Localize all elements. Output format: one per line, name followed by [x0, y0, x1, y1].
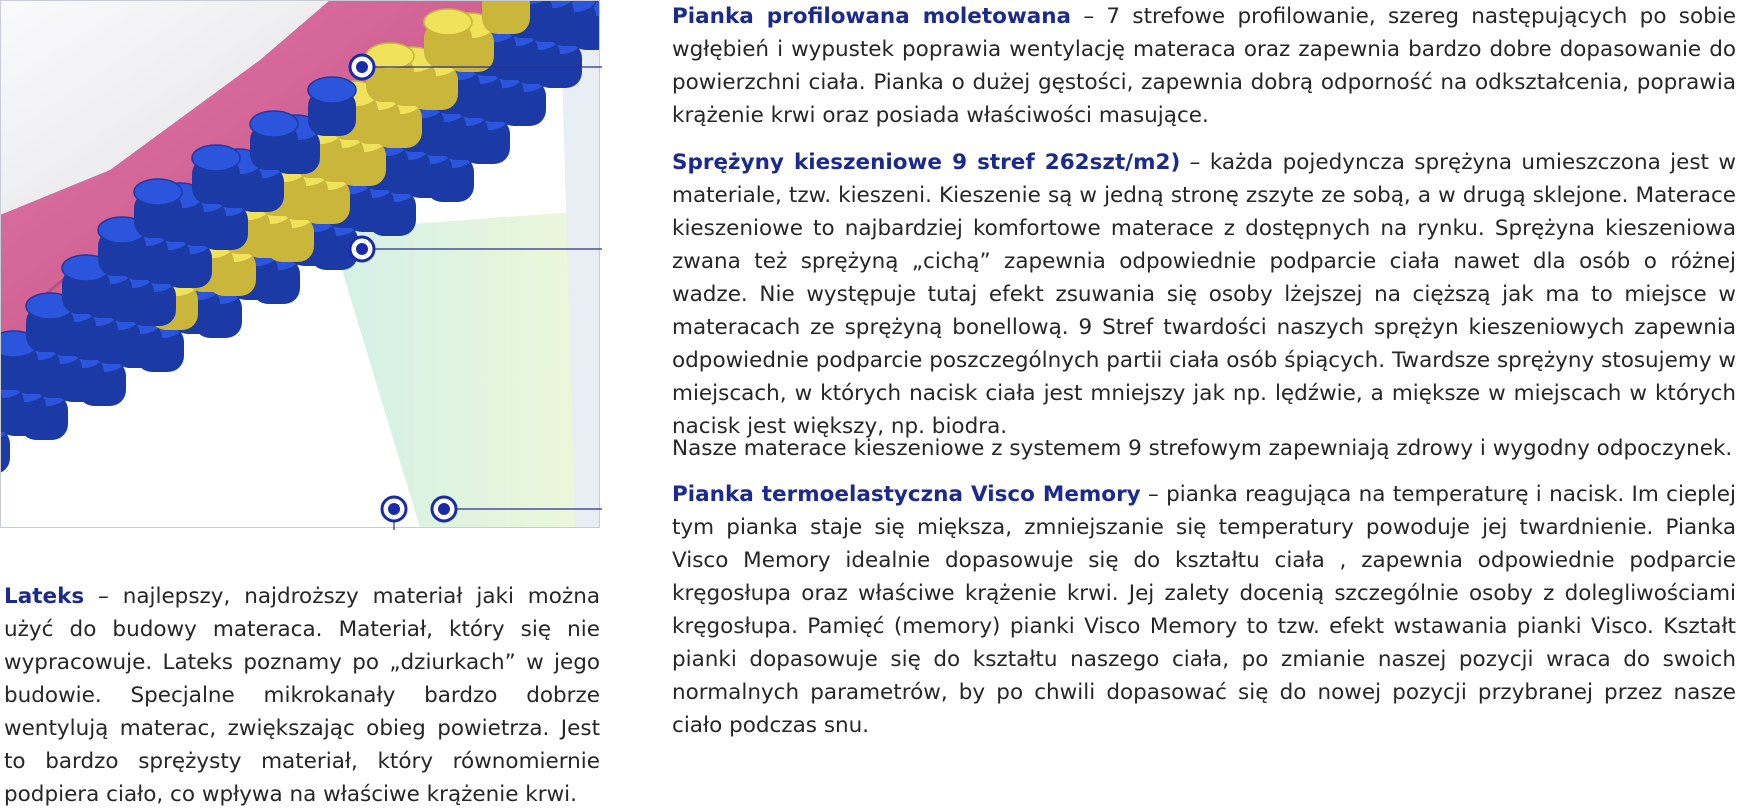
spring-pocket: [482, 0, 530, 34]
section-profiled-foam: [672, 0, 1736, 132]
section-heading: Lateks: [4, 584, 85, 609]
layer-marker-icon: [350, 55, 374, 79]
spring-pocket-top: [192, 145, 240, 171]
section-visco-memory: [672, 478, 1736, 742]
layer-marker-icon: [432, 497, 456, 521]
spring-pocket-top: [308, 77, 356, 103]
section-summary: [672, 432, 1736, 465]
section-text: – każda pojedyncza sprężyna umieszczona jest w materiale, tzw. kieszeni. Kieszenie są w jedną stronę zszyte ze sobą, a w drugą sklejone. Materace kieszeniowe to najbardziej komfortowe materace z dostępnych na rynku. Sprężyna kieszeniowa zwana też sprężyną „cichą” zapewnia odpowiednie podparcie ciała nawet dla osób o różnej wadze. Nie występuje tutaj efekt zsuwania się osoby lżejszej na cięższą jak ma to miejsce w materacach ze sprężyną bonellową. 9 Stref twardości naszych sprężyn kieszeniowych zapewnia odpowiednie podparcie poszczególnych partii ciała osób śpiących. Twardsze sprężyny stosujemy w miejscach, w których nacisk ciała jest mniejszy jak np. lędźwie, a miększe w miejscach w których nacisk jest większy, np. biodra.: [672, 150, 1736, 439]
section-text: Nasze materace kieszeniowe z systemem 9 strefowym zapewniają zdrowy i wygodny odpoczynek.: [672, 436, 1733, 461]
spring-pocket-top: [250, 111, 298, 137]
section-text: – 7 strefowe profilowanie, szereg następujących po sobie wgłębień i wypustek poprawia wentylację materaca oraz zapewnia bardzo dobre dopasowanie do powierzchni ciała. Pianka o dużej gęstości, zapewnia dobrą odporność na odkształcenia, poprawia krążenie krwi oraz posiada właściwości masujące.: [672, 4, 1736, 128]
section-text: – pianka reagująca na temperaturę i nacisk. Im cieplej tym pianka staje się miększa, zmniejszanie się temperatury powoduje jej twardnienie. Pianka Visco Memory idealnie dopasowuje się do kształtu ciała , zapewnia odpowiednie podparcie kręgosłupa oraz właściwe krążenie krwi. Jej zalety docenią szczególnie osoby z dolegliwościami kręgosłupa. Pamięć (memory) pianki Visco Memory to tzw. efekt wstawania pianki Visco. Kształt pianki dopasowuje się do kształtu naszego ciała, po zmianie naszej pozycji wraca do swoich normalnych parametrów, by po chwili dopasować się do nowej pozycji przybranej przez nasze ciało podczas snu.: [672, 482, 1736, 738]
spring-pocket-top: [424, 9, 472, 35]
spring-pocket-top: [134, 179, 182, 205]
section-latex: [4, 580, 600, 811]
section-heading: Sprężyny kieszeniowe 9 stref 262szt/m2): [672, 150, 1181, 175]
layer-marker-icon: [350, 237, 374, 261]
section-heading: Pianka termoelastyczna Visco Memory: [672, 482, 1141, 507]
layer-marker-icon: [382, 497, 406, 521]
mattress-cross-section-illustration: [0, 0, 602, 530]
section-heading: Pianka profilowana moletowana: [672, 4, 1072, 29]
section-text: – najlepszy, najdroższy materiał jaki można użyć do budowy materaca. Materiał, który się nie wypracowuje. Lateks poznamy po „dziurkach” w jego budowie. Specjalne mikrokanały bardzo dobrze wentylują materac, zwiększając obieg powietrza. Jest to bardzo sprężysty materiał, który równomiernie podpiera ciało, co wpływa na właściwe krążenie krwi.: [4, 584, 600, 807]
section-pocket-springs: [672, 146, 1736, 443]
